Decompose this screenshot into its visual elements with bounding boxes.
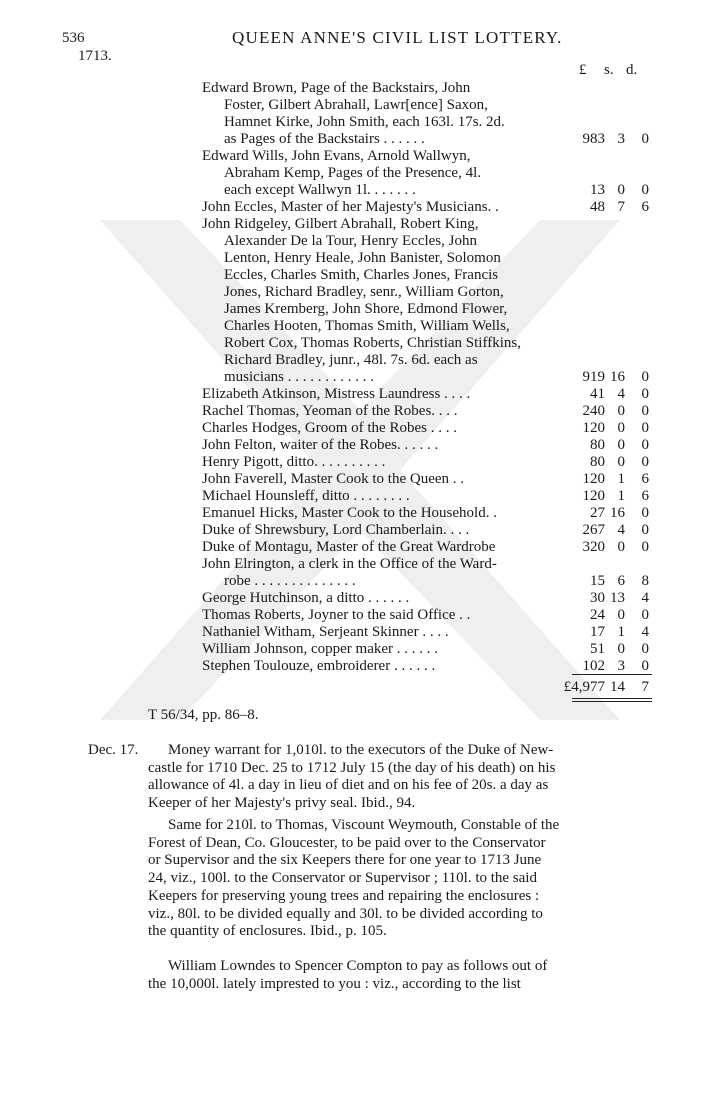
total-pence: 7 xyxy=(641,679,649,695)
entry-shillings: 1 xyxy=(617,488,625,504)
paragraph xyxy=(148,958,648,993)
paragraph-line: or Supervisor and the six Keepers there for one year to 1713 June xyxy=(148,852,542,869)
entry-line: Nathaniel Witham, Serjeant Skinner . . . . xyxy=(202,624,449,640)
entry-line: John Felton, waiter of the Robes. . . . . . xyxy=(202,437,439,453)
entry-text xyxy=(202,641,562,658)
entry-pounds: 15 xyxy=(590,573,605,589)
entry-line: Foster, Gilbert Abrahall, Lawr[ence] Saxon, xyxy=(224,97,488,113)
entry-pence: 0 xyxy=(641,505,649,521)
paragraph-line: William Lowndes to Spencer Compton to pay as follows out of xyxy=(168,958,548,974)
entry-pounds: 983 xyxy=(582,131,605,147)
entry-text xyxy=(202,420,562,437)
entry-text xyxy=(202,403,562,420)
entry-pounds: 919 xyxy=(582,369,605,385)
paragraph xyxy=(148,817,648,941)
entry-pence: 0 xyxy=(641,522,649,538)
entry-line: William Johnson, copper maker . . . . . . xyxy=(202,641,439,657)
entry-pounds: 41 xyxy=(590,386,605,402)
entry-line: John Faverell, Master Cook to the Queen . . xyxy=(202,471,465,487)
paragraph-line: 24, viz., 100l. to the Conservator or Supervisor ; 110l. to the said xyxy=(148,870,537,887)
entry-line: Duke of Montagu, Master of the Great Wardrobe xyxy=(202,539,496,555)
entry-pence: 0 xyxy=(641,641,649,657)
entry-pounds: 267 xyxy=(582,522,605,538)
paragraph-line: viz., 80l. to be divided equally and 30l. to be divided according to xyxy=(148,905,543,922)
entry-shillings: 0 xyxy=(617,454,625,470)
entry-line: Richard Bradley, junr., 48l. 7s. 6d. each as xyxy=(224,352,478,368)
entry-shillings: 0 xyxy=(617,641,625,657)
page-number: 536 xyxy=(62,30,85,46)
entry-shillings: 13 xyxy=(610,590,625,606)
entry-shillings: 0 xyxy=(617,539,625,555)
entry-text xyxy=(202,522,562,539)
entry-shillings: 3 xyxy=(617,131,625,147)
column-head-pounds: £ xyxy=(579,62,587,78)
entry-line: as Pages of the Backstairs . . . . . . xyxy=(224,131,425,147)
entry-text xyxy=(202,80,562,148)
entry-line: John Elrington, a clerk in the Office of the Ward- xyxy=(202,556,497,572)
entry-line: Michael Hounsleff, ditto . . . . . . . . xyxy=(202,488,410,504)
entry-text xyxy=(202,624,562,641)
entry-line: Robert Cox, Thomas Roberts, Christian Stiffkins, xyxy=(224,335,521,351)
entry-shillings: 0 xyxy=(617,607,625,623)
entry-line: James Kremberg, John Shore, Edmond Flower, xyxy=(224,301,508,317)
entry-pence: 0 xyxy=(641,403,649,419)
total-pounds: £4,977 xyxy=(563,679,605,695)
paragraph-line: Keeper of her Majesty's privy seal. Ibid., 94. xyxy=(148,795,416,812)
entry-line: John Eccles, Master of her Majesty's Musicians. . xyxy=(202,199,499,215)
entry-date: Dec. 17. xyxy=(88,742,139,758)
total-rule-top xyxy=(572,674,652,675)
header-year: 1713. xyxy=(78,48,112,64)
entry-pence: 0 xyxy=(641,607,649,623)
entry-text xyxy=(202,539,562,556)
entry-pence: 6 xyxy=(641,199,649,215)
paragraph xyxy=(148,742,648,813)
entry-line: Edward Wills, John Evans, Arnold Wallwyn, xyxy=(202,148,471,164)
entry-pence: 0 xyxy=(641,386,649,402)
entry-shillings: 16 xyxy=(610,505,625,521)
entry-line: Thomas Roberts, Joyner to the said Office . . xyxy=(202,607,471,623)
entry-line: Duke of Shrewsbury, Lord Chamberlain. . . . xyxy=(202,522,470,538)
entry-shillings: 1 xyxy=(617,471,625,487)
entry-pounds: 51 xyxy=(590,641,605,657)
entry-text xyxy=(202,505,562,522)
entry-pence: 0 xyxy=(641,131,649,147)
entry-text xyxy=(202,148,562,199)
entry-shillings: 16 xyxy=(610,369,625,385)
entry-text xyxy=(202,199,562,216)
entry-text xyxy=(202,590,562,607)
paragraph-line: allowance of 4l. a day in lieu of diet and on his fee of 20s. a day as xyxy=(148,777,549,794)
column-head-shillings: s. xyxy=(604,62,614,78)
entry-shillings: 0 xyxy=(617,420,625,436)
entry-pence: 0 xyxy=(641,420,649,436)
entry-pounds: 30 xyxy=(590,590,605,606)
entry-line: Hamnet Kirke, John Smith, each 163l. 17s. 2d. xyxy=(224,114,505,130)
entry-shillings: 1 xyxy=(617,624,625,640)
entry-pence: 6 xyxy=(641,488,649,504)
entry-line: Jones, Richard Bradley, senr., William Gorton, xyxy=(224,284,504,300)
entry-pence: 0 xyxy=(641,437,649,453)
entry-line: musicians . . . . . . . . . . . . xyxy=(224,369,374,385)
column-head-pence: d. xyxy=(626,62,638,78)
entry-pounds: 80 xyxy=(590,437,605,453)
entry-pounds: 120 xyxy=(582,471,605,487)
total-rule-bottom-2 xyxy=(572,701,652,702)
paragraph-line: Money warrant for 1,010l. to the executors of the Duke of New- xyxy=(168,742,554,758)
total-rule-bottom-1 xyxy=(572,698,652,699)
entry-line: Alexander De la Tour, Henry Eccles, John xyxy=(224,233,477,249)
entry-pounds: 120 xyxy=(582,488,605,504)
entry-shillings: 7 xyxy=(617,199,625,215)
entry-line: Edward Brown, Page of the Backstairs, John xyxy=(202,80,471,96)
paragraph-line: the quantity of enclosures. Ibid., p. 105. xyxy=(148,923,387,940)
paragraph-line: Forest of Dean, Co. Gloucester, to be paid over to the Conservator xyxy=(148,834,546,851)
entry-line: George Hutchinson, a ditto . . . . . . xyxy=(202,590,410,606)
entry-line: Charles Hodges, Groom of the Robes . . . . xyxy=(202,420,457,436)
entry-text xyxy=(202,556,562,590)
entry-pence: 0 xyxy=(641,182,649,198)
entry-pence: 4 xyxy=(641,624,649,640)
entry-text xyxy=(202,437,562,454)
entry-pounds: 17 xyxy=(590,624,605,640)
entry-shillings: 0 xyxy=(617,437,625,453)
entry-pounds: 24 xyxy=(590,607,605,623)
entry-pounds: 13 xyxy=(590,182,605,198)
entry-line: Abraham Kemp, Pages of the Presence, 4l. xyxy=(224,165,482,181)
source-reference: T 56/34, pp. 86–8. xyxy=(148,707,259,723)
entry-shillings: 0 xyxy=(617,182,625,198)
entry-line: Eccles, Charles Smith, Charles Jones, Francis xyxy=(224,267,499,283)
entry-pence: 4 xyxy=(641,590,649,606)
entry-text xyxy=(202,658,562,675)
entry-shillings: 3 xyxy=(617,658,625,674)
entry-line: Lenton, Henry Heale, John Banister, Solomon xyxy=(224,250,501,266)
entry-pence: 0 xyxy=(641,369,649,385)
entry-text xyxy=(202,488,562,505)
entry-pounds: 320 xyxy=(582,539,605,555)
paragraph-line: Keepers for preserving young trees and repairing the enclosures : xyxy=(148,887,540,904)
entry-line: each except Wallwyn 1l. . . . . . . xyxy=(224,182,416,198)
total-shillings: 14 xyxy=(610,679,625,695)
entry-text xyxy=(202,471,562,488)
paragraph-line: castle for 1710 Dec. 25 to 1712 July 15 (the day of his death) on his xyxy=(148,759,556,776)
entry-line: Stephen Toulouze, embroiderer . . . . . . xyxy=(202,658,436,674)
entry-pence: 8 xyxy=(641,573,649,589)
entry-pounds: 80 xyxy=(590,454,605,470)
entry-pounds: 102 xyxy=(582,658,605,674)
entry-line: Elizabeth Atkinson, Mistress Laundress . . . . xyxy=(202,386,471,402)
entry-pence: 0 xyxy=(641,658,649,674)
paragraph-line: Same for 210l. to Thomas, Viscount Weymouth, Constable of the xyxy=(168,817,560,833)
entry-line: Emanuel Hicks, Master Cook to the Household. . xyxy=(202,505,497,521)
entry-line: robe . . . . . . . . . . . . . . xyxy=(224,573,356,589)
entry-text xyxy=(202,216,562,386)
entry-shillings: 4 xyxy=(617,386,625,402)
entry-shillings: 6 xyxy=(617,573,625,589)
entry-pounds: 27 xyxy=(590,505,605,521)
entry-text xyxy=(202,386,562,403)
entry-pounds: 240 xyxy=(582,403,605,419)
entry-text xyxy=(202,607,562,624)
entry-pence: 0 xyxy=(641,539,649,555)
entry-line: Charles Hooten, Thomas Smith, William Wells, xyxy=(224,318,510,334)
entry-line: Henry Pigott, ditto. . . . . . . . . . xyxy=(202,454,386,470)
entry-line: John Ridgeley, Gilbert Abrahall, Robert King, xyxy=(202,216,479,232)
paragraph-line: the 10,000l. lately imprested to you : viz., according to the list xyxy=(148,975,521,992)
entry-line: Rachel Thomas, Yeoman of the Robes. . . . xyxy=(202,403,458,419)
entry-pounds: 120 xyxy=(582,420,605,436)
entry-pence: 0 xyxy=(641,454,649,470)
entry-text xyxy=(202,454,562,471)
entry-pence: 6 xyxy=(641,471,649,487)
entry-pounds: 48 xyxy=(590,199,605,215)
entry-shillings: 0 xyxy=(617,403,625,419)
entry-shillings: 4 xyxy=(617,522,625,538)
page-title: QUEEN ANNE'S CIVIL LIST LOTTERY. xyxy=(232,28,563,47)
